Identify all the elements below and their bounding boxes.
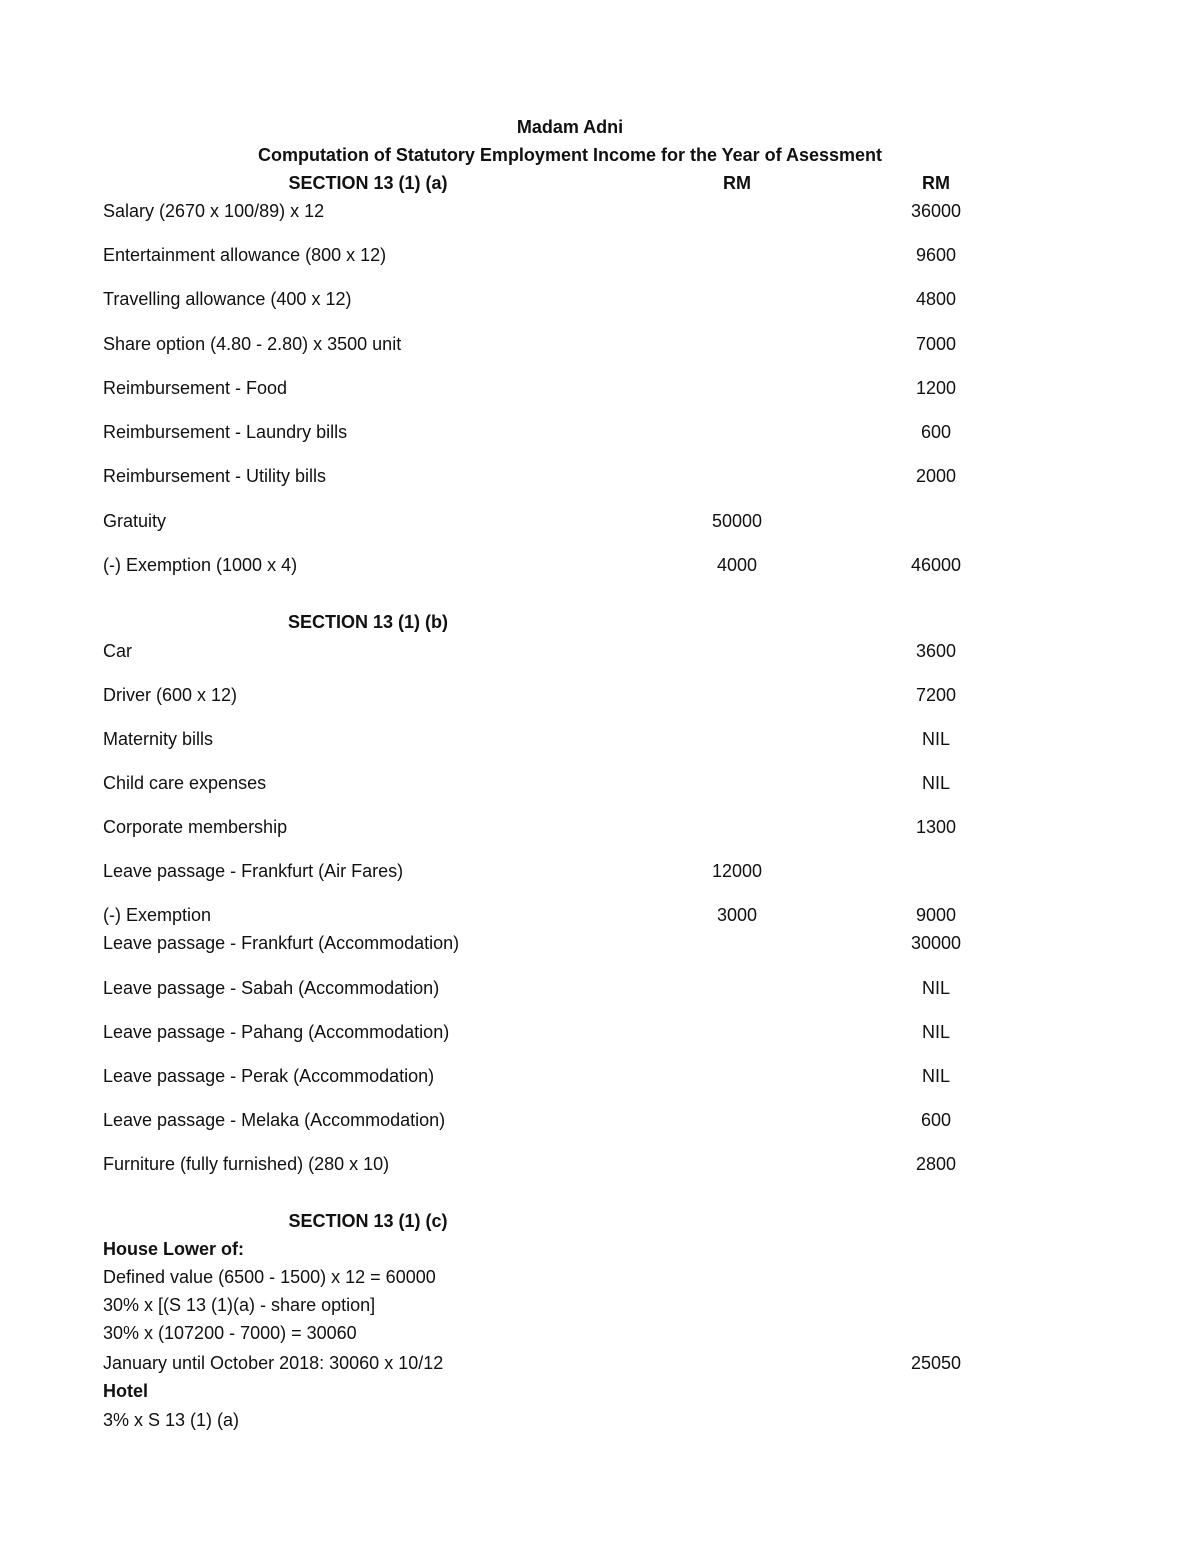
row-label: Leave passage - Frankfurt (Accommodation) bbox=[103, 933, 460, 953]
person-name: Madam Adni bbox=[516, 117, 624, 137]
house-line-3: 30% x (107200 - 7000) = 30060 bbox=[103, 1323, 357, 1343]
row-label: Leave passage - Sabah (Accommodation) bbox=[103, 978, 440, 998]
row-subvalue: 3000 bbox=[716, 905, 758, 925]
house-line-1: Defined value (6500 - 1500) x 12 = 60000 bbox=[103, 1267, 436, 1287]
row-value: 30000 bbox=[910, 933, 962, 953]
row-value: 2800 bbox=[915, 1154, 957, 1174]
row-label: Leave passage - Perak (Accommodation) bbox=[103, 1066, 435, 1086]
row-label: (-) Exemption (1000 x 4) bbox=[103, 555, 298, 575]
row-value: 7000 bbox=[915, 334, 957, 354]
row-value: NIL bbox=[921, 1066, 951, 1086]
section-c-heading: SECTION 13 (1) (c) bbox=[288, 1211, 448, 1231]
house-heading: House Lower of: bbox=[103, 1239, 245, 1259]
row-value: 1200 bbox=[915, 378, 957, 398]
column-2-header: RM bbox=[922, 173, 950, 193]
row-value: 7200 bbox=[915, 685, 957, 705]
house-line-2: 30% x [(S 13 (1)(a) - share option] bbox=[103, 1295, 376, 1315]
document-title: Computation of Statutory Employment Income for the Year of Asessment bbox=[257, 145, 883, 165]
row-label: Entertainment allowance (800 x 12) bbox=[103, 245, 387, 265]
row-value: NIL bbox=[921, 978, 951, 998]
house-line-4: January until October 2018: 30060 x 10/12 bbox=[103, 1353, 444, 1373]
row-label: Driver (600 x 12) bbox=[103, 685, 238, 705]
row-label: Leave passage - Melaka (Accommodation) bbox=[103, 1110, 446, 1130]
row-label: Corporate membership bbox=[103, 817, 288, 837]
row-subvalue: 12000 bbox=[711, 861, 763, 881]
row-label: Leave passage - Pahang (Accommodation) bbox=[103, 1022, 450, 1042]
row-subvalue: 4000 bbox=[716, 555, 758, 575]
row-value: 1300 bbox=[915, 817, 957, 837]
row-label: Travelling allowance (400 x 12) bbox=[103, 289, 352, 309]
row-value: NIL bbox=[921, 773, 951, 793]
row-label: Leave passage - Frankfurt (Air Fares) bbox=[103, 861, 404, 881]
row-subvalue: 50000 bbox=[711, 511, 763, 531]
row-label: (-) Exemption bbox=[103, 905, 212, 925]
row-value: 600 bbox=[920, 422, 952, 442]
row-label: Salary (2670 x 100/89) x 12 bbox=[103, 201, 325, 221]
row-value: 2000 bbox=[915, 466, 957, 486]
row-value: 46000 bbox=[910, 555, 962, 575]
row-value: NIL bbox=[921, 729, 951, 749]
row-label: Gratuity bbox=[103, 511, 167, 531]
hotel-line: 3% x S 13 (1) (a) bbox=[103, 1410, 240, 1430]
row-value: 36000 bbox=[910, 201, 962, 221]
row-value: NIL bbox=[921, 1022, 951, 1042]
row-value: 9000 bbox=[915, 905, 957, 925]
row-label: Reimbursement - Laundry bills bbox=[103, 422, 348, 442]
row-value: 9600 bbox=[915, 245, 957, 265]
row-value: 3600 bbox=[915, 641, 957, 661]
house-value: 25050 bbox=[910, 1353, 962, 1373]
row-label: Car bbox=[103, 641, 133, 661]
row-label: Child care expenses bbox=[103, 773, 267, 793]
row-label: Reimbursement - Utility bills bbox=[103, 466, 327, 486]
row-label: Share option (4.80 - 2.80) x 3500 unit bbox=[103, 334, 402, 354]
column-1-header: RM bbox=[723, 173, 751, 193]
row-value: 600 bbox=[920, 1110, 952, 1130]
hotel-heading: Hotel bbox=[103, 1381, 148, 1401]
section-a-heading: SECTION 13 (1) (a) bbox=[288, 173, 448, 193]
row-value: 4800 bbox=[915, 289, 957, 309]
section-b-heading: SECTION 13 (1) (b) bbox=[287, 612, 449, 632]
row-label: Reimbursement - Food bbox=[103, 378, 288, 398]
row-label: Furniture (fully furnished) (280 x 10) bbox=[103, 1154, 390, 1174]
row-label: Maternity bills bbox=[103, 729, 214, 749]
